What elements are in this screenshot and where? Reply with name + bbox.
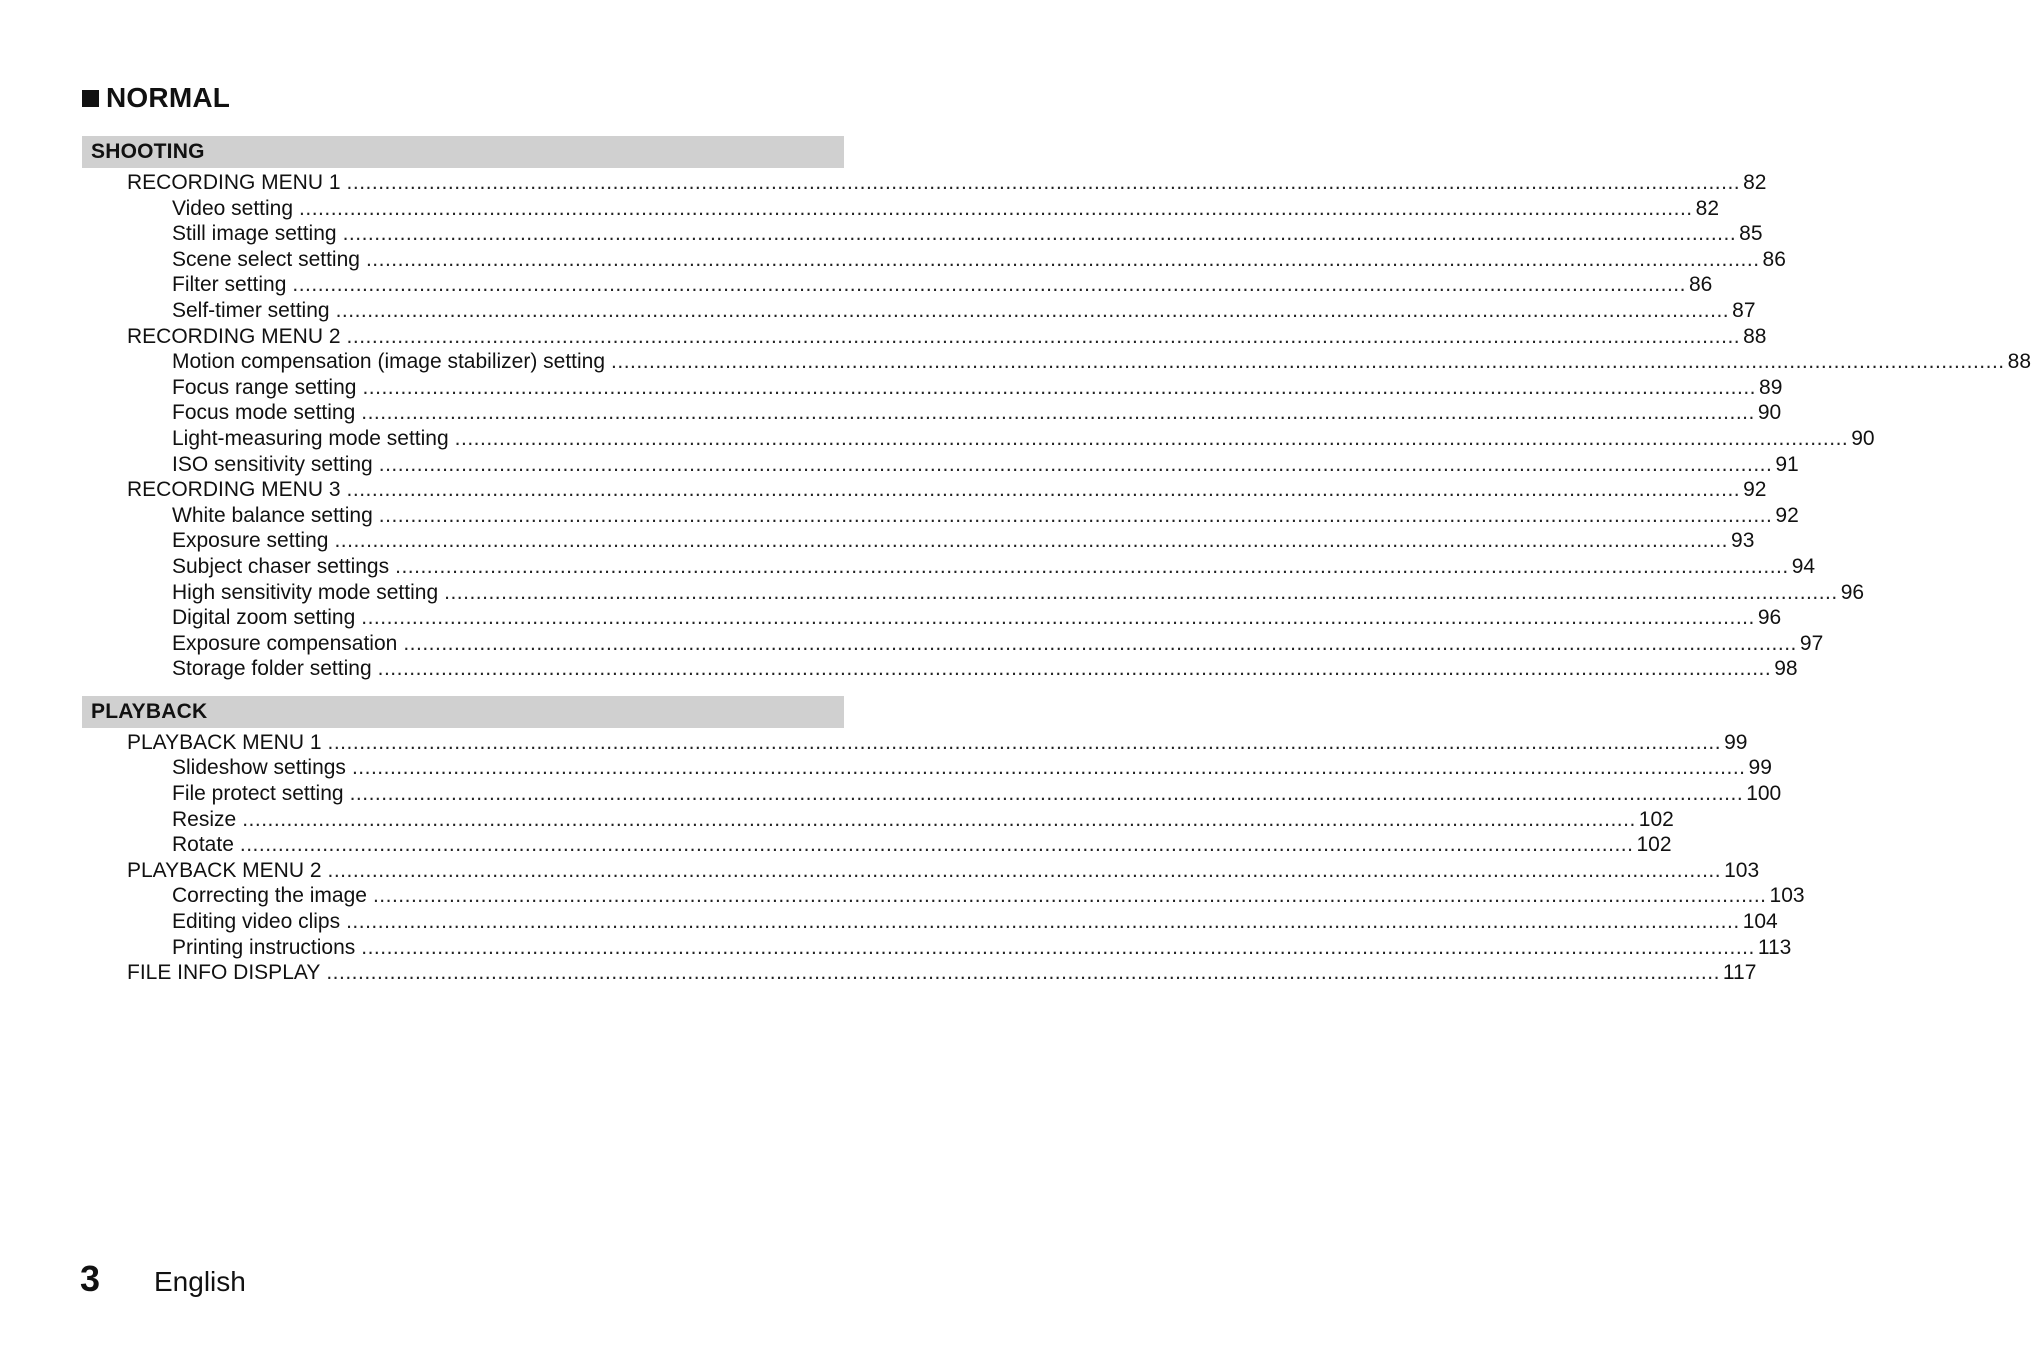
table-of-contents [82, 136, 2031, 986]
toc-entry[interactable] [82, 909, 1778, 935]
dot-leader: ............................................................................................................................................................................................................................ [335, 298, 1730, 322]
dot-leader: ............................................................................................................................................................................................................................ [377, 657, 1772, 681]
toc-entry-label: Editing video clips [172, 910, 341, 934]
toc-entry[interactable] [82, 960, 1757, 986]
toc-entry-label: Correcting the image [172, 884, 367, 908]
dot-leader: ............................................................................................................................................................................................................................ [334, 529, 1729, 553]
toc-entry[interactable] [82, 400, 1782, 426]
toc-entry-page: 99 [1748, 756, 1772, 780]
toc-entry-label: PLAYBACK MENU 1 [127, 730, 322, 754]
toc-entry-page: 82 [1743, 171, 1767, 194]
toc-entry-label: White balance setting [172, 503, 373, 527]
toc-entry-page: 97 [1799, 631, 1824, 655]
toc-entry[interactable] [82, 631, 1824, 657]
toc-entry[interactable] [82, 554, 1816, 580]
toc-entry-label: Self-timer setting [172, 298, 330, 322]
toc-entry-page: 88 [1743, 324, 1767, 348]
toc-entry[interactable] [82, 349, 2031, 375]
toc-entry-label: Digital zoom setting [172, 606, 356, 630]
toc-entry[interactable] [82, 375, 1783, 401]
dot-leader: ............................................................................................................................................................................................................................ [327, 858, 1722, 882]
dot-leader: ............................................................................................................................................................................................................................ [299, 196, 1693, 220]
dot-leader: ............................................................................................................................................................................................................................ [361, 401, 1755, 425]
dot-leader: ............................................................................................................................................................................................................................ [362, 375, 1757, 399]
dot-leader: ............................................................................................................................................................................................................................ [292, 273, 1686, 297]
section-entries-shooting [82, 168, 2031, 682]
toc-entry[interactable] [82, 935, 1792, 961]
toc-entry-page: 90 [1757, 401, 1782, 425]
dot-leader: ............................................................................................................................................................................................................................ [327, 730, 1722, 754]
toc-entry-page: 117 [1722, 961, 1757, 985]
toc-entry-page: 85 [1739, 222, 1763, 246]
toc-entry-label: PLAYBACK MENU 2 [127, 858, 322, 882]
toc-entry[interactable] [82, 528, 1755, 554]
footer-language: English [154, 1266, 246, 1297]
dot-leader: ............................................................................................................................................................................................................................ [372, 884, 1767, 908]
dot-leader: ............................................................................................................................................................................................................................ [242, 807, 1636, 831]
dot-leader: ............................................................................................................................................................................................................................ [378, 452, 1773, 476]
toc-entry-label: Subject chaser settings [172, 554, 390, 578]
dot-leader: ............................................................................................................................................................................................................................ [444, 580, 1838, 604]
toc-entry-label: High sensitivity mode setting [172, 580, 439, 604]
toc-entry-page: 89 [1759, 375, 1783, 399]
toc-entry-label: RECORDING MENU 2 [127, 324, 341, 348]
toc-entry[interactable] [82, 656, 1798, 682]
dot-leader: ............................................................................................................................................................................................................................ [611, 350, 2005, 374]
toc-entry[interactable] [82, 196, 1719, 222]
toc-entry[interactable] [82, 426, 1875, 452]
toc-entry-page: 92 [1743, 478, 1767, 502]
dot-leader: ............................................................................................................................................................................................................................ [349, 782, 1744, 806]
dot-leader: ............................................................................................................................................................................................................................ [395, 554, 1789, 578]
toc-entry-label: FILE INFO DISPLAY [127, 961, 321, 985]
section-header-shooting: SHOOTING [82, 136, 844, 168]
toc-entry-page: 100 [1746, 782, 1782, 806]
toc-entry-page: 92 [1775, 503, 1799, 527]
toc-entry-page: 82 [1695, 196, 1719, 220]
toc-entry-page: 91 [1775, 452, 1799, 476]
dot-leader: ............................................................................................................................................................................................................................ [326, 961, 1720, 985]
toc-entry[interactable] [82, 858, 1760, 884]
toc-entry[interactable] [82, 730, 1748, 756]
dot-leader: ............................................................................................................................................................................................................................ [403, 631, 1797, 655]
toc-entry[interactable] [82, 324, 1767, 350]
dot-leader: ............................................................................................................................................................................................................................ [346, 910, 1740, 934]
dot-leader: ............................................................................................................................................................................................................................ [454, 426, 1849, 450]
toc-entry-page: 86 [1688, 273, 1713, 297]
dot-leader: ............................................................................................................................................................................................................................ [346, 171, 1741, 194]
toc-entry[interactable] [82, 298, 1756, 324]
toc-entry-page: 93 [1731, 529, 1755, 553]
toc-entry-page: 96 [1757, 606, 1782, 630]
toc-entry[interactable] [82, 580, 1865, 606]
toc-entry-page: 87 [1732, 298, 1756, 322]
toc-entry-page: 103 [1724, 858, 1760, 882]
toc-entry-page: 86 [1762, 247, 1786, 271]
toc-entry-page: 94 [1791, 554, 1816, 578]
toc-entry-page: 90 [1851, 426, 1875, 450]
dot-leader: ............................................................................................................................................................................................................................ [351, 756, 1746, 780]
toc-entry[interactable] [82, 605, 1782, 631]
toc-entry-label: Focus mode setting [172, 401, 356, 425]
toc-entry-label: Exposure compensation [172, 631, 398, 655]
toc-entry-label: ISO sensitivity setting [172, 452, 373, 476]
dot-leader: ............................................................................................................................................................................................................................ [361, 935, 1755, 959]
toc-entry[interactable] [82, 883, 1805, 909]
toc-entry[interactable] [82, 477, 1767, 503]
toc-entry-label: Scene select setting [172, 247, 360, 271]
dot-leader: ............................................................................................................................................................................................................................ [378, 503, 1773, 527]
toc-entry-page: 98 [1774, 657, 1798, 681]
section-header-playback: PLAYBACK [82, 696, 844, 728]
toc-entry-label: RECORDING MENU 3 [127, 478, 341, 502]
toc-entry-page: 113 [1757, 935, 1792, 959]
toc-entry-page: 103 [1769, 884, 1805, 908]
toc-entry-page: 99 [1724, 730, 1748, 754]
dot-leader: ............................................................................................................................................................................................................................ [239, 833, 1634, 857]
toc-entry-page: 88 [2007, 350, 2031, 374]
toc-entry-label: Rotate [172, 833, 234, 857]
heading-text: NORMAL [106, 82, 231, 113]
toc-entry[interactable] [82, 170, 1767, 196]
page-heading [82, 82, 230, 114]
toc-entry[interactable] [82, 221, 1763, 247]
toc-entry[interactable] [82, 503, 1799, 529]
toc-entry-label: Still image setting [172, 222, 337, 246]
toc-entry[interactable] [82, 832, 1672, 858]
dot-leader: ............................................................................................................................................................................................................................ [361, 606, 1755, 630]
toc-entry[interactable] [82, 452, 1799, 478]
toc-entry-label: Resize [172, 807, 237, 831]
toc-entry[interactable] [82, 807, 1674, 833]
toc-entry-page: 96 [1840, 580, 1865, 604]
toc-entry-label: File protect setting [172, 782, 344, 806]
toc-entry-page: 102 [1638, 807, 1674, 831]
toc-entry-page: 104 [1742, 910, 1778, 934]
toc-entry[interactable] [82, 272, 1713, 298]
toc-entry-label: Video setting [172, 196, 294, 220]
toc-entry-label: Storage folder setting [172, 657, 372, 681]
toc-entry-label: Printing instructions [172, 935, 356, 959]
toc-entry-label: Filter setting [172, 273, 287, 297]
toc-entry[interactable] [82, 755, 1772, 781]
dot-leader: ............................................................................................................................................................................................................................ [346, 324, 1741, 348]
toc-entry-label: Exposure setting [172, 529, 329, 553]
black-square-icon [82, 90, 99, 107]
toc-entry[interactable] [82, 781, 1782, 807]
toc-entry-label: Motion compensation (image stabilizer) setting [172, 350, 606, 374]
dot-leader: ............................................................................................................................................................................................................................ [365, 247, 1760, 271]
toc-entry-page: 102 [1636, 833, 1672, 857]
toc-entry[interactable] [82, 247, 1786, 273]
toc-entry-label: Slideshow settings [172, 756, 346, 780]
toc-entry-label: RECORDING MENU 1 [127, 171, 341, 194]
dot-leader: ............................................................................................................................................................................................................................ [346, 478, 1741, 502]
toc-entry-label: Focus range setting [172, 375, 357, 399]
section-entries-playback [82, 728, 1805, 986]
page-number: 3 [80, 1258, 101, 1299]
dot-leader: ............................................................................................................................................................................................................................ [342, 222, 1737, 246]
toc-entry-label: Light-measuring mode setting [172, 426, 449, 450]
